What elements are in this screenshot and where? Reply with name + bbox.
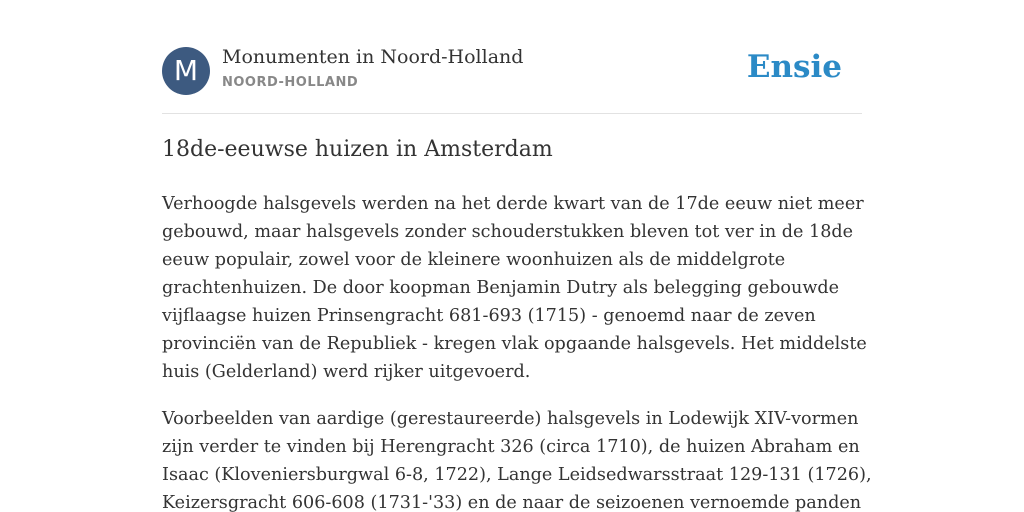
article-title: 18de-eeuwse huizen in Amsterdam [162, 137, 553, 162]
article-paragraph-2 [162, 405, 872, 512]
avatar[interactable]: M [162, 47, 210, 95]
paragraph-line: gebouwd, maar halsgevels zonder schouderstukken bleven tot ver in de 18de [162, 222, 854, 242]
paragraph-line: provinciën van de Republiek - kregen vlak opgaande halsgevels. Het middelste [162, 334, 867, 354]
paragraph-line: eeuw populair, zowel voor de kleinere woonhuizen als de middelgrote [162, 250, 786, 270]
article-paragraph-1 [162, 190, 867, 386]
header-divider [162, 113, 862, 114]
paragraph-line: grachtenhuizen. De door koopman Benjamin Dutry als belegging gebouwde [162, 278, 840, 298]
paragraph-line: vijflaagse huizen Prinsengracht 681-693 (1715) - genoemd naar de zeven [162, 306, 816, 326]
paragraph-line: Keizersgracht 606-608 (1731-'33) en de naar de seizoenen vernoemde panden [162, 493, 862, 512]
site-subtitle[interactable]: NOORD-HOLLAND [222, 75, 359, 90]
paragraph-line: Isaac (Kloveniersburgwal 6-8, 1722), Lange Leidsedwarsstraat 129-131 (1726), [162, 465, 872, 485]
paragraph-line: zijn verder te vinden bij Herengracht 326 (circa 1710), de huizen Abraham en [162, 437, 860, 457]
site-title[interactable]: Monumenten in Noord-Holland [222, 46, 524, 68]
paragraph-line: huis (Gelderland) werd rijker uitgevoerd. [162, 362, 531, 382]
header [162, 46, 862, 96]
paragraph-line: Voorbeelden van aardige (gerestaureerde) halsgevels in Lodewijk XIV-vormen [162, 409, 859, 429]
paragraph-line: Verhoogde halsgevels werden na het derde kwart van de 17de eeuw niet meer [162, 194, 864, 214]
brand-logo[interactable]: Ensie [746, 49, 842, 85]
